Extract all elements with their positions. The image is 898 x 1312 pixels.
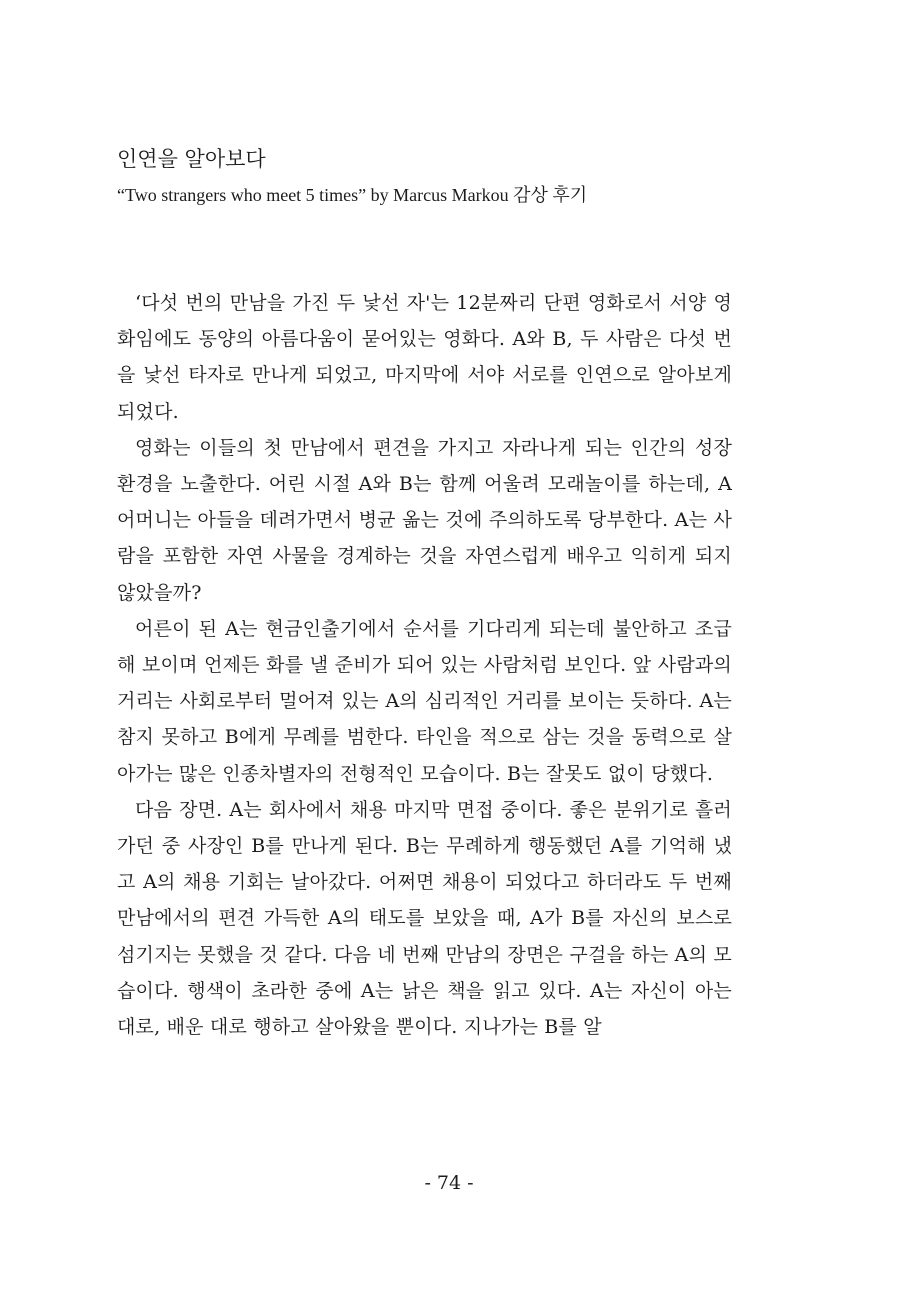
paragraph: 어른이 된 A는 현금인출기에서 순서를 기다리게 되는데 불안하고 조급해 보이며 언제든 화를 낼 준비가 되어 있는 사람처럼 보인다. 앞 사람과의 거리는 사회로부터 멀어져 있는 A의 심리적인 거리를 보이는 듯하다. A는 참지 못하고 B에게 무례를 범한다. 타인을 적으로 삼는 것을 동력으로 살아가는 많은 인종차별자의 전형적인 모습이다. B는 잘못도 없이 당했다.	[117, 617, 732, 785]
essay-header	[117, 141, 732, 211]
paragraph: 다음 장면. A는 회사에서 채용 마지막 면접 중이다. 좋은 분위기로 흘러가던 중 사장인 B를 만나게 된다. B는 무례하게 행동했던 A를 기억해 냈고 A의 채용 기회는 날아갔다. 어쩌면 채용이 되었다고 하더라도 두 번째 만남에서의 편견 가득한 A의 태도를 보았을 때, A가 B를 자신의 보스로 섬기지는 못했을 것 같다. 다음 네 번째 만남의 장면은 구걸을 하는 A의 모습이다. 행색이 초라한 중에 A는 낡은 책을 읽고 있다. A는 자신이 아는 대로, 배운 대로 행하고 살아왔을 뿐이다. 지나가는 B를 알	[117, 798, 732, 1039]
paragraph: ‘다섯 번의 만남을 가진 두 낯선 자'는 12분짜리 단편 영화로서 서양 영화임에도 동양의 아름다움이 묻어있는 영화다. A와 B, 두 사람은 다섯 번을 낯선 타자로 만나게 되었고, 마지막에 서야 서로를 인연으로 알아보게 되었다.	[117, 292, 732, 423]
essay-subtitle: “Two strangers who meet 5 times” by Marcus Markou 감상 후기	[117, 185, 588, 205]
paragraph: 영화는 이들의 첫 만남에서 편견을 가지고 자라나게 되는 인간의 성장 환경을 노출한다. 어린 시절 A와 B는 함께 어울려 모래놀이를 하는데, A 어머니는 아들을 데려가면서 병균 옮는 것에 주의하도록 당부한다. A는 사람을 포함한 자연 사물을 경계하는 것을 자연스럽게 배우고 익히게 되지 않았을까?	[117, 436, 732, 604]
essay-title: 인연을 알아보다	[117, 147, 266, 171]
essay-body	[117, 285, 732, 1045]
page-number: - 74 -	[424, 1172, 474, 1194]
